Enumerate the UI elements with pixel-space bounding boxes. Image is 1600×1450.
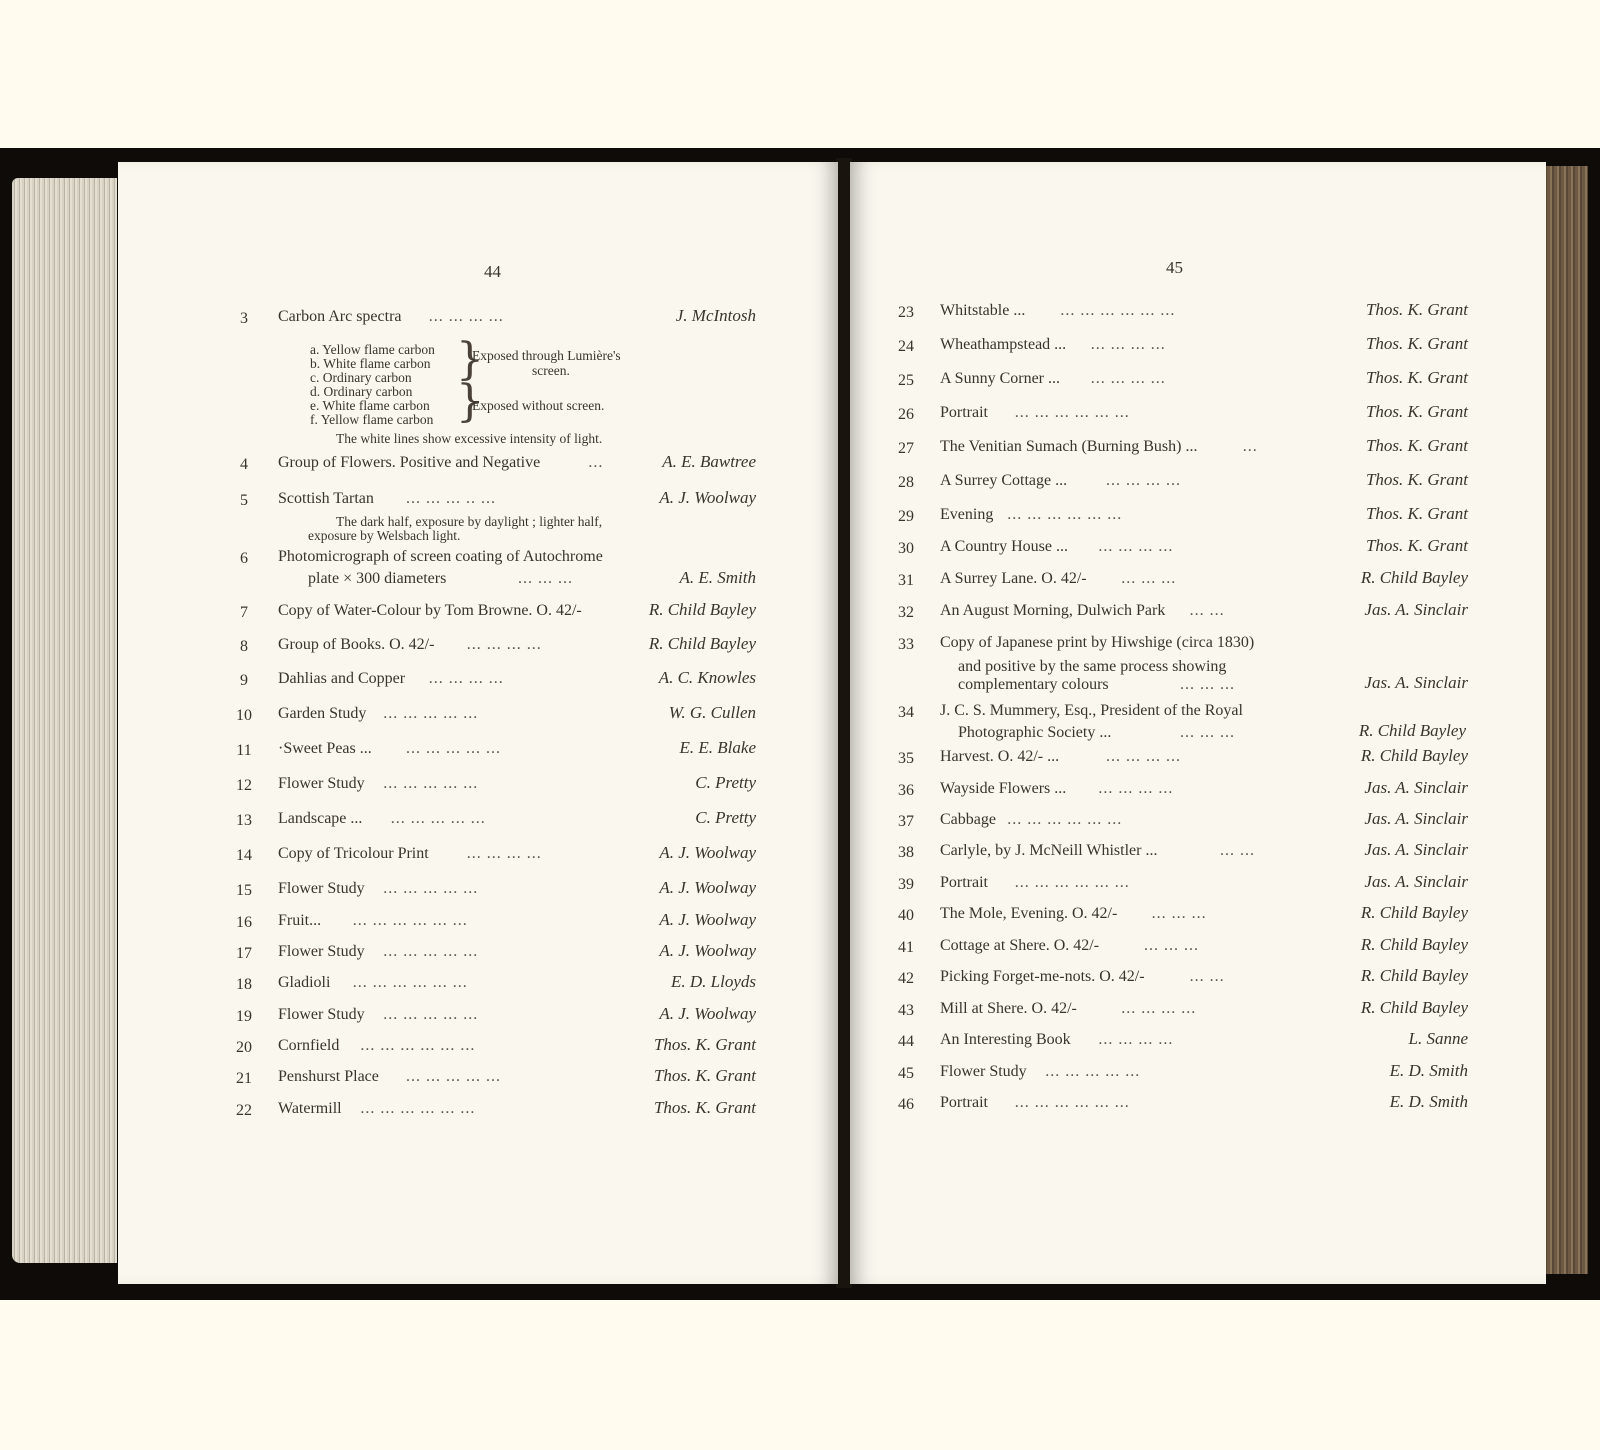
- entry-leader-dots: ... ... ... ... ... ...: [352, 912, 468, 929]
- entry-number: 28: [898, 474, 914, 491]
- photomicro-author: A. E. Smith: [679, 568, 756, 587]
- entry-leader-dots: ... ... ... ... ...: [406, 740, 501, 757]
- hiwshige-author: Jas. A. Sinclair: [1364, 673, 1468, 692]
- entry-leader-dots: ... ...: [1189, 968, 1225, 985]
- hiwshige-dots: ... ... ...: [1180, 676, 1235, 693]
- left-page: [118, 162, 838, 1284]
- entry-title: Group of Books. O. 42/-: [278, 636, 435, 653]
- mummery-line2: Photographic Society ...: [958, 724, 1112, 741]
- entry-number: 45: [898, 1065, 914, 1082]
- entry-author: E. D. Smith: [1389, 1092, 1468, 1111]
- entry-leader-dots: ...: [588, 454, 604, 471]
- entry-title: Carbon Arc spectra: [278, 308, 402, 325]
- entry-number: 5: [240, 492, 248, 509]
- entry-number: 40: [898, 907, 914, 924]
- entry-leader-dots: ... ... ... ...: [1121, 1000, 1197, 1017]
- entry-number: 15: [236, 882, 252, 899]
- entry-number: 20: [236, 1039, 252, 1056]
- entry-author: Thos. K. Grant: [1365, 300, 1468, 319]
- entry-author: Thos. K. Grant: [1365, 470, 1468, 489]
- entry-author: A. C. Knowles: [658, 668, 756, 687]
- entry-number: 13: [236, 812, 252, 829]
- photomicro-dots: ... ... ...: [518, 570, 573, 587]
- carbon-note-e: e. White flame carbon: [310, 398, 430, 413]
- entry-number: 17: [236, 945, 252, 962]
- carbon-group1-line2: screen.: [532, 363, 570, 378]
- entry-leader-dots: ... ... ... ...: [466, 636, 542, 653]
- entry-leader-dots: ... ... ... ...: [1098, 780, 1174, 797]
- entry-title: Garden Study: [278, 705, 367, 722]
- entry-number: 26: [898, 406, 914, 423]
- entry-title: A Surrey Lane. O. 42/-: [940, 570, 1087, 587]
- entry-title: Cabbage: [940, 811, 996, 828]
- entry-number: 31: [898, 572, 914, 589]
- entry-number: 39: [898, 876, 914, 893]
- entry-title: Cornfield: [278, 1037, 340, 1054]
- entry-author: Thos. K. Grant: [653, 1098, 756, 1117]
- entry-title: Picking Forget-me-nots. O. 42/-: [940, 968, 1145, 985]
- right-page: [850, 162, 1546, 1284]
- entry-title: Mill at Shere. O. 42/-: [940, 1000, 1077, 1017]
- entry-number: 6: [240, 550, 248, 567]
- entry-leader-dots: ... ... ... ... ...: [383, 775, 479, 792]
- entry-author: E. D. Smith: [1389, 1061, 1468, 1080]
- entry-title: The Mole, Evening. O. 42/-: [940, 905, 1118, 922]
- entry-number: 38: [898, 844, 914, 861]
- entry-leader-dots: ... ... ... ... ... ...: [360, 1100, 476, 1117]
- entry-author: R. Child Bayley: [648, 600, 756, 619]
- entry-number: 10: [236, 707, 252, 724]
- entry-author: R. Child Bayley: [1360, 998, 1468, 1017]
- entry-leader-dots: ... ...: [1220, 842, 1255, 859]
- entry-author: W. G. Cullen: [668, 703, 756, 722]
- entry-title: Flower Study: [278, 775, 365, 792]
- entry-author: J. McIntosh: [675, 306, 756, 325]
- mummery-author: R. Child Bayley: [1358, 721, 1466, 740]
- page-number: 45: [1166, 258, 1183, 277]
- entry-leader-dots: ... ... ... ... ...: [406, 1068, 501, 1085]
- entry-title: The Venitian Sumach (Burning Bush) ...: [940, 438, 1198, 455]
- entry-leader-dots: ... ... ... ... ... ...: [360, 1037, 476, 1054]
- entry-number: 3: [240, 310, 248, 327]
- entry-author: A. J. Woolway: [659, 878, 756, 897]
- entry-title: Copy of Water-Colour by Tom Browne. O. 42/-: [278, 602, 582, 619]
- entry-number: 4: [240, 456, 248, 473]
- entry-author: R. Child Bayley: [1360, 935, 1468, 954]
- entry-number: 32: [898, 604, 914, 621]
- entry-leader-dots: ... ... ... ... ...: [383, 880, 479, 897]
- entry-leader-dots: ... ... ... ... ...: [383, 1006, 479, 1023]
- entry-leader-dots: ... ... ... ... ... ...: [352, 974, 468, 991]
- entry-title: Whitstable ...: [940, 302, 1026, 319]
- entry-title: Gladioli: [278, 974, 331, 991]
- entry-author: E. D. Lloyds: [671, 972, 756, 991]
- mummery-dots: ... ... ...: [1180, 724, 1235, 741]
- entry-number: 8: [240, 638, 248, 655]
- carbon-group2: Exposed without screen.: [472, 398, 605, 413]
- entry-leader-dots: ... ... ... ... ...: [383, 943, 479, 960]
- entry-author: Thos. K. Grant: [1365, 402, 1468, 421]
- entry-number: 12: [236, 777, 252, 794]
- photomicro-line2: plate × 300 diameters: [308, 570, 447, 587]
- entry-number: 36: [898, 782, 914, 799]
- entry-number: 33: [898, 636, 914, 653]
- entry-leader-dots: ... ... ... ...: [428, 308, 504, 325]
- entry-number: 18: [236, 976, 252, 993]
- hiwshige-line3: complementary colours: [958, 676, 1109, 693]
- entry-leader-dots: ... ... ... ... ... ...: [1007, 811, 1123, 828]
- entry-leader-dots: ... ... ...: [1121, 570, 1177, 587]
- entry-title: Flower Study: [278, 1006, 365, 1023]
- entry-leader-dots: ... ... ... ...: [1090, 370, 1166, 387]
- entry-author: Thos. K. Grant: [1365, 504, 1468, 523]
- entry-author: R. Child Bayley: [1360, 568, 1468, 587]
- entry-leader-dots: ... ... ... ...: [1106, 748, 1181, 765]
- entry-leader-dots: ... ... ... ...: [466, 845, 542, 862]
- entry-title: Landscape ...: [278, 810, 363, 827]
- entry-author: Thos. K. Grant: [1365, 436, 1468, 455]
- entry-title: Flower Study: [940, 1063, 1027, 1080]
- entry-title: Watermill: [278, 1100, 342, 1117]
- entry-author: Thos. K. Grant: [1365, 368, 1468, 387]
- entry-leader-dots: ... ... ...: [1144, 937, 1199, 954]
- entry-title: Flower Study: [278, 880, 365, 897]
- entry-author: Jas. A. Sinclair: [1364, 778, 1468, 797]
- entry-leader-dots: ... ... ... ...: [1098, 1031, 1174, 1048]
- entry-leader-dots: ... ... ... ...: [1090, 336, 1166, 353]
- entry-leader-dots: ... ... ... .. ...: [406, 490, 496, 507]
- hiwshige-line2: and positive by the same process showing: [958, 658, 1227, 675]
- entry-title: Portrait: [940, 1094, 988, 1111]
- entry-number: 25: [898, 372, 914, 389]
- entry-number: 22: [236, 1102, 252, 1119]
- entry-author: Jas. A. Sinclair: [1364, 872, 1468, 891]
- entry-author: A. E. Bawtree: [662, 452, 756, 471]
- entry-author: Jas. A. Sinclair: [1364, 809, 1468, 828]
- entry-author: Thos. K. Grant: [653, 1066, 756, 1085]
- entry-leader-dots: ... ... ... ... ... ...: [1014, 874, 1130, 891]
- entry-leader-dots: ... ... ... ... ... ...: [1060, 302, 1176, 319]
- entry-title: Wheathampstead ...: [940, 336, 1067, 353]
- entry-title: Carlyle, by J. McNeill Whistler ...: [940, 842, 1158, 859]
- entry-leader-dots: ... ... ... ... ... ...: [1014, 404, 1130, 421]
- entry-title: Portrait: [940, 404, 988, 421]
- left-page-edges: [12, 178, 117, 1263]
- entry-title: Scottish Tartan: [278, 490, 374, 507]
- entry-number: 46: [898, 1096, 914, 1113]
- carbon-note-c: c. Ordinary carbon: [310, 370, 412, 385]
- entry-leader-dots: ... ... ... ...: [428, 670, 504, 687]
- entry-author: A. J. Woolway: [659, 1004, 756, 1023]
- entry-number: 35: [898, 750, 914, 767]
- entry-title: Copy of Tricolour Print: [278, 845, 429, 862]
- entry-title: Photomicrograph of screen coating of Autochrome: [278, 548, 603, 565]
- open-book: [0, 148, 1600, 1300]
- entry-leader-dots: ... ... ... ...: [1106, 472, 1181, 489]
- entry-author: L. Sanne: [1408, 1029, 1468, 1048]
- entry-author: Thos. K. Grant: [1365, 536, 1468, 555]
- entry-leader-dots: ... ... ... ... ...: [1045, 1063, 1141, 1080]
- entry-number: 24: [898, 338, 914, 355]
- entry-title: A Surrey Cottage ...: [940, 472, 1068, 489]
- tartan-note-line1: The dark half, exposure by daylight ; lighter half,: [336, 514, 603, 529]
- page-number: 44: [484, 262, 501, 281]
- entry-number: 9: [240, 672, 248, 689]
- carbon-white-lines-note: The white lines show excessive intensity of light.: [336, 431, 603, 446]
- entry-author: A. J. Woolway: [659, 488, 756, 507]
- entry-author: A. J. Woolway: [659, 941, 756, 960]
- entry-leader-dots: ... ... ... ... ...: [383, 705, 479, 722]
- entry-author: R. Child Bayley: [1360, 746, 1468, 765]
- entry-title: ·Sweet Peas ...: [278, 740, 372, 757]
- entry-title: Wayside Flowers ...: [940, 780, 1067, 797]
- entry-author: Thos. K. Grant: [653, 1035, 756, 1054]
- entry-author: Jas. A. Sinclair: [1364, 600, 1468, 619]
- entry-title: Evening: [940, 506, 994, 523]
- entry-leader-dots: ... ... ...: [1151, 905, 1207, 922]
- entry-number: 41: [898, 939, 914, 956]
- entry-number: 42: [898, 970, 914, 987]
- right-page-edges: [1540, 166, 1588, 1274]
- brace-2: }: [456, 376, 484, 427]
- entry-author: A. J. Woolway: [659, 843, 756, 862]
- entry-number: 19: [236, 1008, 252, 1025]
- carbon-group1-line1: Exposed through Lumière's: [472, 348, 621, 363]
- entry-number: 44: [898, 1033, 914, 1050]
- entry-author: R. Child Bayley: [648, 634, 756, 653]
- entry-number: 30: [898, 540, 914, 557]
- entry-title: Fruit...: [278, 912, 322, 929]
- carbon-note-f: f. Yellow flame carbon: [310, 412, 434, 427]
- carbon-note-b: b. White flame carbon: [310, 356, 431, 371]
- entry-author: C. Pretty: [695, 773, 756, 792]
- entry-number: 43: [898, 1002, 914, 1019]
- entry-leader-dots: ... ... ... ... ... ...: [1014, 1094, 1130, 1111]
- entry-title: A Country House ...: [940, 538, 1068, 555]
- brace-1: }: [456, 334, 484, 385]
- entry-title: An August Morning, Dulwich Park: [940, 602, 1166, 619]
- entry-title: Portrait: [940, 874, 988, 891]
- entry-title: Flower Study: [278, 943, 365, 960]
- entry-author: R. Child Bayley: [1360, 903, 1468, 922]
- tartan-note-line2: exposure by Welsbach light.: [308, 528, 461, 543]
- entry-number: 21: [236, 1070, 252, 1087]
- entry-author: Thos. K. Grant: [1365, 334, 1468, 353]
- entry-title: A Sunny Corner ...: [940, 370, 1060, 387]
- entry-title: Cottage at Shere. O. 42/-: [940, 937, 1100, 954]
- carbon-note-d: d. Ordinary carbon: [310, 384, 413, 399]
- entry-number: 23: [898, 304, 914, 321]
- entry-author: A. J. Woolway: [659, 910, 756, 929]
- entry-title: J. C. S. Mummery, Esq., President of the Royal: [940, 702, 1243, 719]
- entry-title: Harvest. O. 42/- ...: [940, 748, 1060, 765]
- entry-title: Dahlias and Copper: [278, 670, 406, 687]
- entry-number: 14: [236, 847, 252, 864]
- entry-title: An Interesting Book: [940, 1031, 1071, 1048]
- entry-author: E. E. Blake: [679, 738, 756, 757]
- entry-leader-dots: ...: [1242, 438, 1258, 455]
- entry-title: Penshurst Place: [278, 1068, 379, 1085]
- entry-author: R. Child Bayley: [1360, 966, 1468, 985]
- entry-number: 34: [898, 704, 914, 721]
- entry-title: Copy of Japanese print by Hiwshige (circa 1830): [940, 634, 1255, 651]
- entry-number: 37: [898, 813, 914, 830]
- entry-number: 29: [898, 508, 914, 525]
- entry-number: 11: [236, 742, 252, 759]
- entry-author: Jas. A. Sinclair: [1364, 840, 1468, 859]
- entry-leader-dots: ... ...: [1189, 602, 1225, 619]
- entry-author: C. Pretty: [695, 808, 756, 827]
- entry-number: 7: [240, 604, 248, 621]
- carbon-note-a: a. Yellow flame carbon: [310, 342, 435, 357]
- entry-number: 27: [898, 440, 914, 457]
- entry-leader-dots: ... ... ... ... ... ...: [1007, 506, 1123, 523]
- entry-title: Group of Flowers. Positive and Negative: [278, 454, 541, 471]
- entry-leader-dots: ... ... ... ...: [1098, 538, 1174, 555]
- entry-leader-dots: ... ... ... ... ...: [390, 810, 486, 827]
- entry-number: 16: [236, 914, 252, 931]
